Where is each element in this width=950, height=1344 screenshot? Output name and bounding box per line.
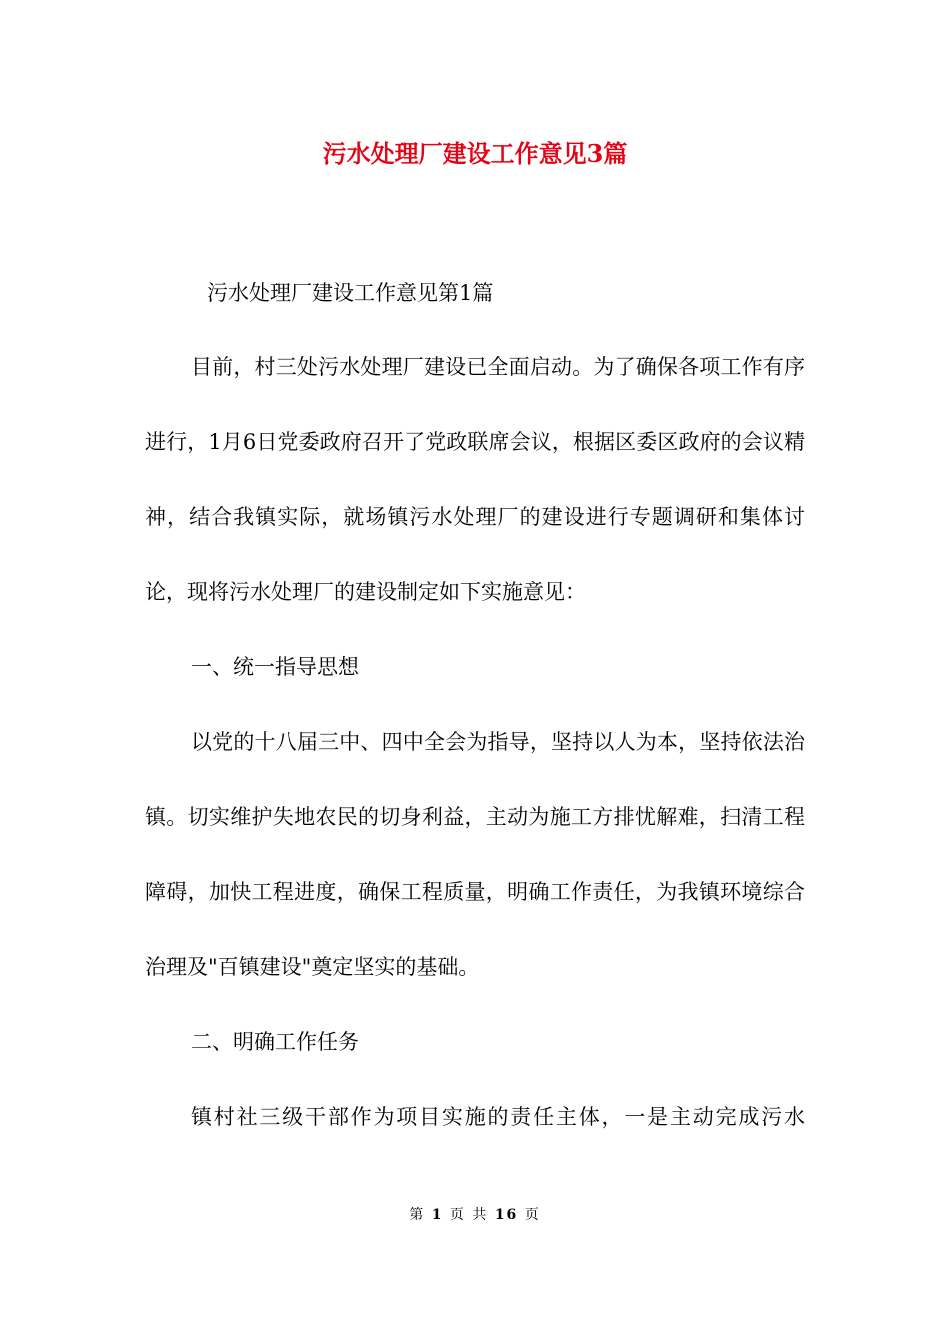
paragraph-guiding-thought: 以党的十八届三中、四中全会为指导，坚持以人为本，坚持依法治镇。切实维护失地农民的切身利益，主动为施工方排忧解难，扫清工程障碍，加快工程进度，确保工程质量，明确工作责任，为我镇环境综合治理及"百镇建设"奠定坚实的基础。 <box>145 730 805 979</box>
page-footer <box>0 1205 950 1225</box>
footer-prefix: 第 <box>409 1207 426 1223</box>
heading-work-tasks: 二、明确工作任务 <box>191 1030 359 1054</box>
footer-suffix: 页 <box>524 1207 541 1223</box>
footer-total-pages: 16 <box>494 1207 519 1223</box>
footer-middle: 页 共 <box>449 1207 489 1223</box>
paragraph-work-tasks: 镇村社三级干部作为项目实施的责任主体，一是主动完成污水 <box>191 1105 805 1129</box>
document-title: 污水处理厂建设工作意见3篇 <box>322 139 628 168</box>
section-subtitle: 污水处理厂建设工作意见第1篇 <box>207 281 494 305</box>
document-body <box>145 330 805 1155</box>
heading-guiding-thought: 一、统一指导思想 <box>191 655 359 679</box>
footer-current-page: 1 <box>431 1207 444 1223</box>
paragraph-intro: 目前，村三处污水处理厂建设已全面启动。为了确保各项工作有序进行，1月6日党委政府召开了党政联席会议，根据区委区政府的会议精神，结合我镇实际，就场镇污水处理厂的建设进行专题调研和集体讨论，现将污水处理厂的建设制定如下实施意见： <box>145 355 805 604</box>
